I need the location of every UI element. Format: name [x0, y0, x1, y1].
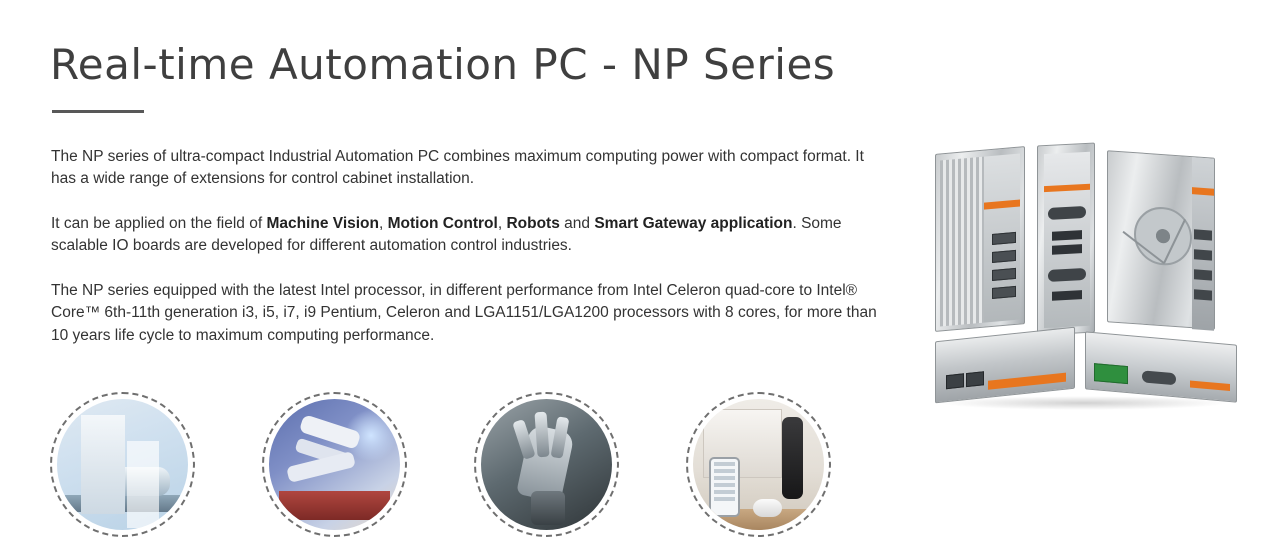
- photo-detail: [286, 451, 356, 483]
- io-port: [992, 250, 1016, 263]
- robots-photo: [481, 399, 612, 530]
- product-shadow: [939, 396, 1229, 410]
- application-photo-robots: [474, 392, 619, 537]
- lan-port: [966, 371, 984, 387]
- np-unit-heatsink: [935, 146, 1025, 332]
- io-port: [992, 286, 1016, 299]
- machine-vision-photo: [57, 399, 188, 530]
- photo-detail: [109, 467, 169, 496]
- smart-gateway-photo: [693, 399, 824, 530]
- title-underline-rule: [52, 110, 144, 113]
- io-port: [992, 232, 1016, 245]
- orange-accent-stripe: [1190, 381, 1230, 391]
- np-unit-flat-right: [1085, 331, 1237, 402]
- np-unit-vertical: [1037, 142, 1095, 335]
- page-title: Real-time Automation PC - NP Series: [50, 40, 836, 89]
- paragraph-intro: The NP series of ultra-compact Industrial Automation PC combines maximum computing power with compact format. It has a wide range of extensions for control cabinet installation.: [51, 148, 864, 188]
- photo-detail: [279, 491, 389, 520]
- io-port: [1194, 289, 1212, 300]
- io-port: [1194, 269, 1212, 280]
- application-machine-vision: Machine Vision: [266, 214, 379, 232]
- application-photo-row: [50, 392, 831, 537]
- paragraph-applications: [51, 213, 881, 258]
- separator-2: ,: [497, 214, 507, 232]
- terminal-block: [1094, 363, 1128, 384]
- io-face: [1192, 157, 1214, 331]
- photo-detail: [531, 491, 565, 525]
- np-series-product-family: [925, 138, 1245, 418]
- dsub-connector: [1048, 268, 1086, 282]
- motion-control-photo: [269, 399, 400, 530]
- photo-detail: [534, 412, 549, 457]
- cooling-fan: [1134, 205, 1192, 267]
- photo-detail: [65, 495, 180, 512]
- paragraph-processors: The NP series equipped with the latest Intel processor, in different performance from Intel Celeron quad-core to Intel® Core™ 6th-11th generation i3, i5, i7, i9 Pentium, Celeron and LGA1151/LGA1200 processors with 8 cores, for more than 10 years life cycle to maximum computing performance.: [51, 281, 877, 344]
- body-copy: [51, 146, 881, 347]
- usb-port: [1052, 244, 1082, 255]
- photo-detail: [753, 499, 782, 517]
- application-photo-machine-vision: [50, 392, 195, 537]
- orange-accent-stripe: [1192, 187, 1214, 196]
- usb-port: [1052, 290, 1082, 301]
- application-photo-smart-gateway: [686, 392, 831, 537]
- heatsink-fins: [940, 157, 984, 327]
- application-robots: Robots: [506, 214, 560, 232]
- photo-detail: [709, 457, 740, 517]
- applications-lead-text: It can be applied on the field of: [51, 214, 267, 232]
- photo-detail: [91, 436, 103, 457]
- application-smart-gateway: Smart Gateway application: [594, 214, 793, 232]
- separator-1: ,: [379, 214, 388, 232]
- orange-accent-stripe: [988, 373, 1066, 390]
- separator-3: and: [559, 214, 595, 232]
- vga-port: [1142, 370, 1176, 385]
- io-port: [1194, 249, 1212, 260]
- io-port: [1194, 229, 1212, 240]
- photo-detail: [782, 417, 803, 498]
- lan-port: [946, 373, 964, 389]
- application-photo-motion-control: [262, 392, 407, 537]
- np-unit-fan: [1107, 150, 1215, 330]
- io-port: [992, 268, 1016, 281]
- dsub-connector: [1048, 206, 1086, 220]
- application-motion-control: Motion Control: [387, 214, 498, 232]
- usb-port: [1052, 230, 1082, 241]
- np-unit-flat-left: [935, 327, 1075, 404]
- applications-trailing-text: . Some scalable IO boards are developed for different automation control industries.: [51, 214, 842, 255]
